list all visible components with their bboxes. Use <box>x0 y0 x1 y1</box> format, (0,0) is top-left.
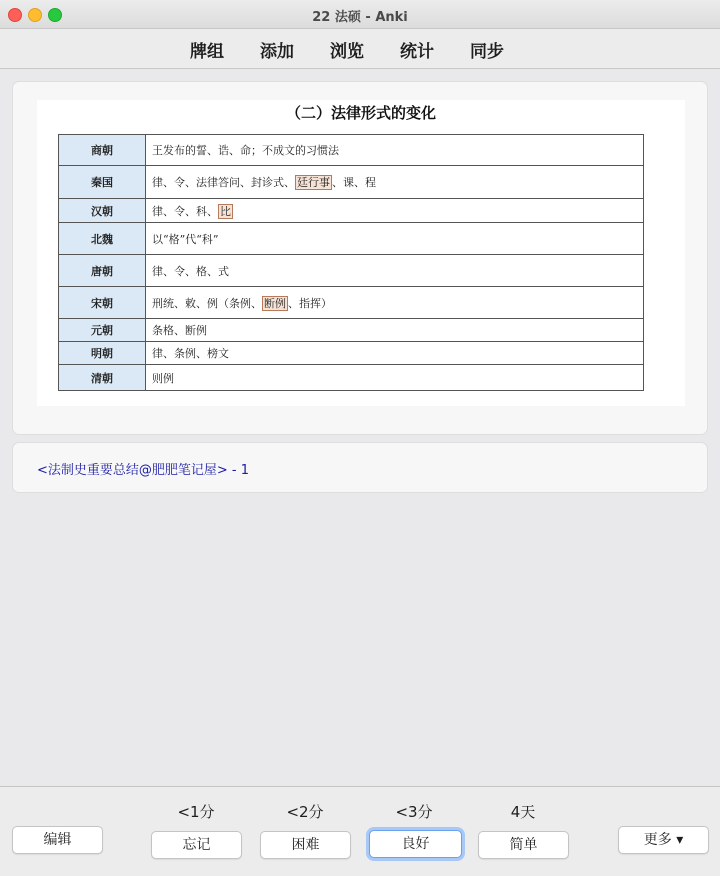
good-interval: <3分 <box>395 803 433 821</box>
table-row <box>59 319 644 342</box>
forms-cell <box>146 166 644 199</box>
forms-cell: 律、令、格、式 <box>146 255 644 287</box>
table-row <box>59 166 644 199</box>
hard-button[interactable]: 困难 <box>260 831 351 859</box>
card-title: （二）法律形式的变化 <box>285 104 436 122</box>
table-row <box>59 223 644 255</box>
forms-cell <box>146 199 644 223</box>
toolbar-decks[interactable]: 牌组 <box>190 42 224 62</box>
toolbar-stats[interactable]: 统计 <box>400 42 434 62</box>
table-row <box>59 135 644 166</box>
toolbar-add[interactable]: 添加 <box>260 42 294 62</box>
dynasty-cell: 宋朝 <box>59 287 146 319</box>
dynasty-cell: 唐朝 <box>59 255 146 287</box>
dynasty-cell: 元朝 <box>59 319 146 342</box>
good-button[interactable]: 良好 <box>369 830 462 858</box>
dynasty-cell: 北魏 <box>59 223 146 255</box>
forms-cell: 律、条例、榜文 <box>146 342 644 365</box>
title-bar <box>0 0 720 29</box>
table-row <box>59 342 644 365</box>
table-row <box>59 255 644 287</box>
table-row <box>59 365 644 391</box>
source-panel <box>13 443 707 492</box>
forms-cell: 则例 <box>146 365 644 391</box>
table-row <box>59 287 644 319</box>
card-image <box>37 100 685 406</box>
forms-text: 律、令、法律答问、封诊式、 <box>152 176 295 189</box>
forms-cell: 以“格”代“科” <box>146 223 644 255</box>
edit-button[interactable]: 编辑 <box>12 826 103 854</box>
dynasty-cell: 秦国 <box>59 166 146 199</box>
toolbar-sync[interactable]: 同步 <box>470 42 504 62</box>
hard-interval: <2分 <box>286 803 324 821</box>
highlighted-term: 断例 <box>264 296 286 310</box>
again-button[interactable]: 忘记 <box>151 831 242 859</box>
dynasty-cell: 明朝 <box>59 342 146 365</box>
source-text: <法制史重要总结@肥肥笔记屋> - 1 <box>37 463 250 478</box>
dynasty-cell: 清朝 <box>59 365 146 391</box>
forms-cell <box>146 287 644 319</box>
more-button[interactable]: 更多 ▾ <box>618 826 709 854</box>
forms-cell: 王发布的誓、诰、命；不成文的习惯法 <box>146 135 644 166</box>
window-title: 22 法硕 - Anki <box>312 10 408 25</box>
toolbar-browse[interactable]: 浏览 <box>330 42 364 62</box>
table-row <box>59 199 644 223</box>
main-toolbar <box>0 29 720 69</box>
again-interval: <1分 <box>177 803 215 821</box>
easy-interval: 4天 <box>510 803 536 821</box>
card-panel <box>13 82 707 434</box>
dynasty-cell: 汉朝 <box>59 199 146 223</box>
answer-bar <box>0 786 720 876</box>
forms-text: 律、令、科、 <box>152 204 218 218</box>
law-forms-table <box>58 134 644 391</box>
highlighted-term: 廷行事 <box>297 176 330 189</box>
dynasty-cell: 商朝 <box>59 135 146 166</box>
forms-cell: 条格、断例 <box>146 319 644 342</box>
easy-button[interactable]: 简单 <box>478 831 569 859</box>
forms-text: 、指挥） <box>288 296 332 310</box>
forms-text: 、课、程 <box>332 176 376 189</box>
highlighted-term: 比 <box>220 204 231 218</box>
forms-text: 刑统、敕、例（条例、 <box>152 296 262 310</box>
